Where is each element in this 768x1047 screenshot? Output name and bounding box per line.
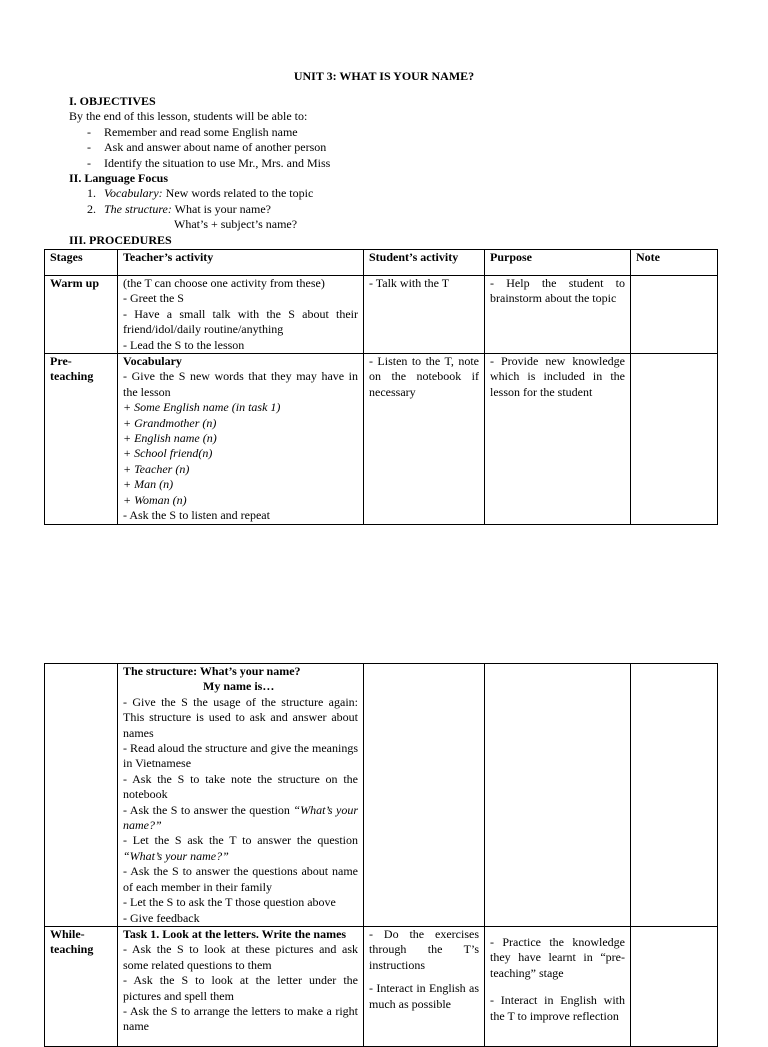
procedures-table [44,249,718,525]
vocabulary-heading: Vocabulary [123,354,182,369]
teacher-line: - Lead the S to the lesson [123,337,245,352]
quoted-question: “What’s your name?” [123,802,358,833]
focus-text: What is your name? [171,201,271,216]
teacher-line: - Ask the S to look at the letter under the pictures and spell them [123,973,358,1003]
teacher-line: - Ask the S to take note the structure on the notebook [123,771,358,802]
purpose-cell: - Help the student to brainstorm about the topic [485,276,631,354]
teacher-line: - Have a small talk with the S about their friend/idol/daily routine/anything [123,306,358,337]
teacher-line: (the T can choose one activity from these) [123,276,325,290]
teacher-line: - Give the S new words that they may have in the lesson [123,369,358,399]
lesson-objectives-section [69,94,709,248]
note-cell [631,664,718,927]
purpose-cell [485,664,631,927]
header-note: Note [631,250,718,276]
page-title: UNIT 3: WHAT IS YOUR NAME? [293,69,475,83]
structure-heading: The structure: What’s your name? [123,664,301,678]
table-row-whileteaching [45,926,718,1046]
item-number: 2. [87,201,96,216]
objective-item: - Identify the situation to use Mr., Mrs. and Miss [69,156,709,171]
teacher-activity-cell [118,926,364,1046]
language-focus-item [69,202,709,217]
teacher-line: - Ask the S to answer the questions about name of each member in their family [123,864,358,894]
table-row-warmup [45,276,718,354]
structure-heading-answer: My name is… [203,679,275,694]
purpose-cell: - Provide new knowledge which is included in the lesson for the student [485,354,631,524]
procedures-heading: III. PROCEDURES [69,232,172,247]
vocab-item: + Grandmother (n) [123,415,217,430]
student-line: - Do the exercises through the T’s instructions [369,926,479,972]
language-focus-heading: II. Language Focus [69,171,169,186]
objective-item: - Remember and read some English name [69,125,709,140]
header-teacher-activity: Teacher’s activity [118,250,364,276]
note-cell [631,354,718,524]
purpose-line: - Interact in English with the T to improve reflection [490,993,625,1023]
vocab-item: + Man (n) [123,477,174,492]
teacher-activity-cell [118,664,364,927]
vocab-item: + English name (n) [123,431,217,446]
table-row-preteaching [45,354,718,524]
stage-cell: Pre-teaching [45,354,118,524]
student-activity-cell [364,664,485,927]
teacher-line [123,803,358,834]
item-number: 1. [87,186,96,201]
table-row-structure [45,664,718,927]
teacher-line: - Let the S to ask the T those question above [123,895,336,910]
teacher-line [123,833,358,864]
teacher-line: - Greet the S [123,291,184,306]
stage-cell [45,664,118,927]
quoted-question: “What’s your name?” [123,848,229,863]
purpose-cell [485,926,631,1046]
student-activity-cell: - Listen to the T, note on the notebook if necessary [364,354,485,524]
student-activity-cell: - Talk with the T [364,276,485,354]
teacher-line: - Give the S the usage of the structure again: This structure is used to ask and answer about names [123,694,358,740]
vocab-item: + Woman (n) [123,492,187,507]
vocab-item: + Some English name (in task 1) [123,400,281,415]
student-line: - Interact in English as much as possible [369,981,479,1011]
focus-text: New words related to the topic [162,186,314,201]
objectives-intro: By the end of this lesson, students will be able to: [69,109,308,124]
task-heading: Task 1. Look at the letters. Write the names [123,926,347,941]
table-header-row [45,250,718,276]
vocab-item: + School friend(n) [123,446,213,461]
header-student-activity: Student’s activity [364,250,485,276]
focus-term: Vocabulary: [104,186,163,201]
teacher-activity-cell [118,354,364,524]
purpose-line: - Practice the knowledge they have learnt in “pre-teaching” stage [490,934,625,980]
header-purpose: Purpose [485,250,631,276]
teacher-line: - Give feedback [123,910,200,925]
procedures-table-continued [44,663,718,1047]
language-focus-item [69,186,709,201]
stage-cell: While-teaching [45,926,118,1046]
teacher-line: - Ask the S to listen and repeat [123,508,270,523]
teacher-activity-cell [118,276,364,354]
language-focus-list [69,186,709,217]
teacher-line-text: - Let the S ask the T to answer the question [123,833,358,848]
objectives-heading: I. OBJECTIVES [69,94,156,108]
teacher-line: - Ask the S to look at these pictures and ask some related questions to them [123,942,358,972]
stage-cell: Warm up [45,276,118,354]
note-cell [631,926,718,1046]
vocab-item: + Teacher (n) [123,461,190,476]
note-cell [631,276,718,354]
teacher-line: - Read aloud the structure and give the meanings in Vietnamese [123,741,358,771]
teacher-line-text: - Ask the S to answer the question [123,802,294,817]
teacher-line: - Ask the S to arrange the letters to make a right name [123,1003,358,1034]
objectives-list [69,125,709,171]
student-activity-cell [364,926,485,1046]
focus-term: The structure: [104,201,172,216]
objective-item: - Ask and answer about name of another person [69,140,709,155]
header-stages: Stages [45,250,118,276]
structure-line-2: What’s + subject’s name? [174,217,298,232]
